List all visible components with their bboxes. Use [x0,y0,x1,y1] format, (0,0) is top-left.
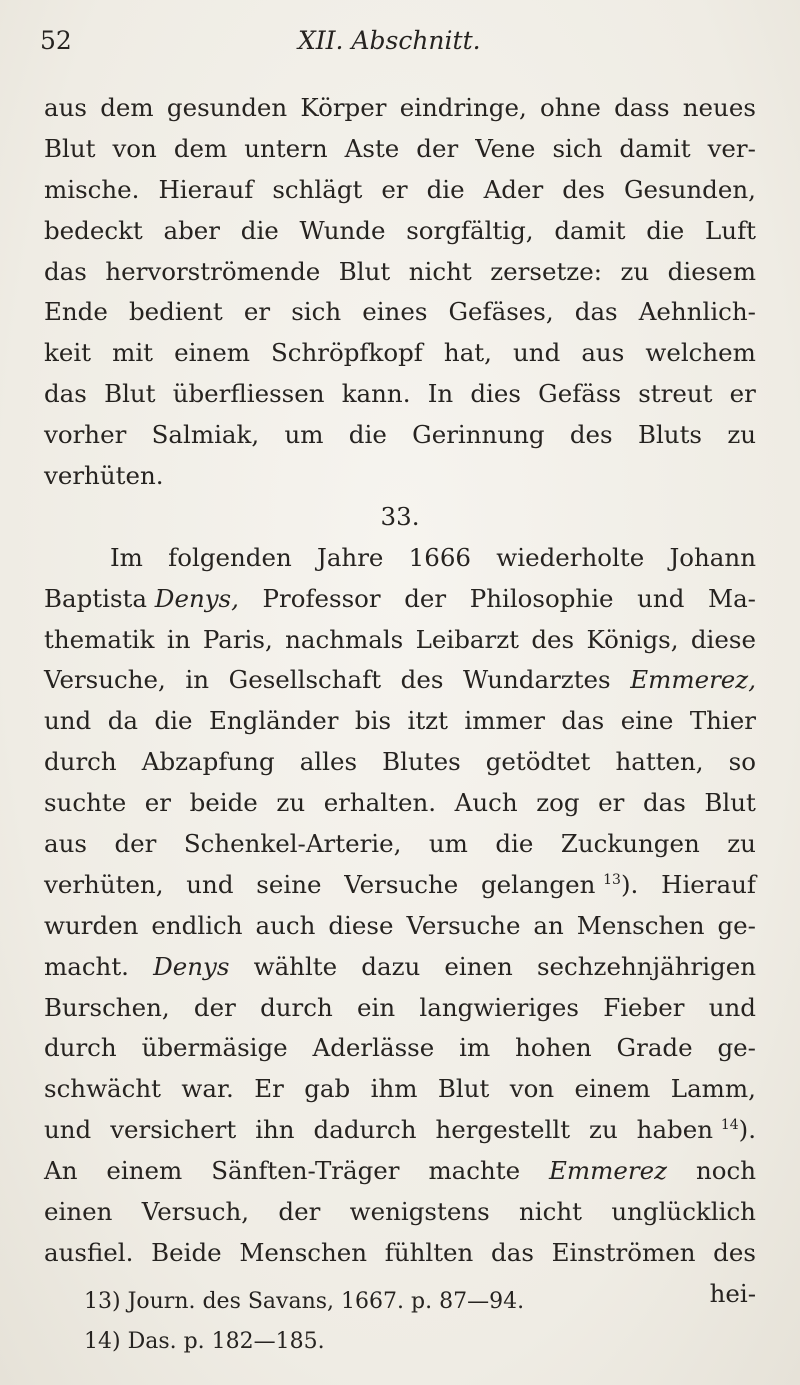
text-line [44,1028,756,1069]
text-line [44,374,756,415]
word: hergestellt [435,1115,571,1145]
word: und [708,992,756,1022]
word: der [416,133,459,163]
word: sich [552,133,603,163]
word: Versuche [406,910,521,940]
word: mit [112,338,154,368]
word: das [561,706,605,736]
word: diese [690,624,756,654]
word: Beide [151,1237,222,1267]
word: Versuche, [44,665,166,695]
word: damit [554,215,626,245]
text-line [44,824,756,865]
text-line [44,988,756,1029]
word: Blut [104,379,156,409]
word: diese [328,910,394,940]
word: 33. [380,501,420,531]
text-line [44,660,756,701]
word: des [713,1237,756,1267]
word: Fieber [603,992,685,1022]
word: im [459,1033,491,1063]
word: Grade [616,1033,693,1063]
word: um [428,829,468,859]
word: gesunden [166,93,288,122]
word: so [728,747,756,777]
word: Salmiak, [151,420,260,450]
word: Aste [344,133,400,163]
word: er [729,379,756,409]
word: Gefäss [538,379,622,409]
word: war. [181,1074,234,1104]
word: hei- [709,1278,756,1308]
word: er [243,297,271,327]
word: eindringe, [399,93,527,122]
word: dem [173,133,228,163]
word: und [44,706,92,736]
word: langwieriges [419,992,579,1022]
word: Gesellschaft [228,665,382,695]
word: seine [256,869,322,899]
word: Burschen, [44,992,170,1022]
text-line [44,415,756,456]
word: zu [727,420,756,450]
word: kann. [341,379,411,409]
word: bis [354,706,392,736]
word: Leibarzt [415,624,519,654]
word: damit [619,133,691,163]
word: in [166,624,191,654]
text-line [44,1233,756,1274]
word: das [44,379,87,409]
word: der [278,1197,321,1227]
word: itzt [407,706,448,736]
name-word: Emmerez [549,1156,668,1186]
section-number [44,497,756,538]
word: Schenkel-Arterie, [183,829,402,859]
text-line [44,1110,756,1151]
word: Sänften-Träger [211,1156,400,1186]
word: die [495,829,534,859]
word: des [531,624,575,654]
word: durch [260,992,333,1022]
word: wiederholte [496,542,645,572]
word: haben $^{14}$). [636,1115,756,1145]
word: erhalten. [323,788,437,818]
word: Bluts [637,420,702,450]
word: schlägt [272,174,363,204]
text-line [44,252,756,293]
word: durch [44,1033,117,1063]
word: Baptista Denys, [44,579,239,620]
word: um [284,420,324,450]
word: ausfiel. [44,1237,134,1267]
word: Wundarztes [463,665,611,695]
word: das [44,256,87,286]
word: thematik [44,624,155,654]
text-line [44,947,756,988]
word: ein [357,992,396,1022]
word: nicht [408,256,472,286]
word: das [491,1237,534,1267]
word: der [193,992,236,1022]
word: schwächt [44,1074,161,1104]
text-line [44,170,756,211]
word: übermäsige [141,1033,288,1063]
word: dass [614,93,670,122]
word: er [144,788,172,818]
word: das [574,297,618,327]
word: dies [470,379,521,409]
word: hohen [515,1033,592,1063]
word: endlich [151,910,243,940]
word: untern [244,133,328,163]
word: Philosophie [469,583,614,613]
word: dem [100,93,154,122]
word: Ende [44,297,108,327]
word: gab [304,1074,351,1104]
word: fühlten [384,1237,474,1267]
word: des [562,174,605,204]
word: streut [638,379,713,409]
word: ge- [717,1033,756,1063]
text-line [44,742,756,783]
word: wenigstens [349,1197,490,1227]
word: hervorströmende [105,256,321,286]
running-head: XII. Abschnitt. [298,26,481,55]
word: In [427,379,454,409]
word: machte [428,1156,521,1186]
body-text [44,88,756,1315]
word: einen [444,951,513,981]
word: von [509,1074,555,1104]
word: Versuche [344,869,459,899]
word: er [598,788,625,818]
text-line [44,1069,756,1110]
word: überfliessen [172,379,325,409]
footnote-ref-13: 13 [603,871,621,888]
word: Gefäses, [448,297,554,327]
word: nachmals [285,624,404,654]
word: diesem [667,256,756,286]
text-line [44,906,756,947]
word: ohne [540,93,601,122]
word: Hierauf [661,869,756,899]
word: Vene [475,133,536,163]
word: das [642,788,686,818]
word: der [404,583,447,613]
word: sorgfältig, [406,215,534,245]
word: die [348,420,387,450]
word: beide [189,788,258,818]
word: 1666 [408,542,472,572]
word: Wunde [299,215,386,245]
word: Hierauf [158,174,254,204]
word: Thier [689,706,756,736]
word: folgenden [168,542,292,572]
word: keit [44,338,92,368]
word: auch [255,910,316,940]
word: versichert [110,1115,237,1145]
word: Ma- [707,583,756,613]
text-line [44,1151,756,1192]
word: Menschen [576,910,705,940]
word: dazu [361,951,421,981]
word: zu [620,256,650,286]
word: bedeckt [44,215,143,245]
word: Blut [44,133,96,163]
word: Einströmen [551,1237,696,1267]
word: Zuckungen [560,829,700,859]
word: Königs, [586,624,679,654]
footnote-14: 14) Das. p. 182—185. [84,1329,325,1354]
word: Auch [454,788,518,818]
word: an [533,910,564,940]
word: hatten, [615,747,704,777]
word: ihm [370,1074,418,1104]
word: zu [276,788,306,818]
text-line [44,538,756,579]
word: Blut [704,788,756,818]
word: Blutes [382,747,461,777]
word: welchem [645,338,756,368]
word: und [513,338,561,368]
word: dadurch [313,1115,417,1145]
footnote-13: 13) Journ. des Savans, 1667. p. 87—94. [84,1289,525,1314]
word: ge- [717,910,756,940]
word: Im [110,542,143,572]
word: neues [682,93,756,122]
word: Ader [483,174,544,204]
word: wählte [253,951,338,981]
word: ver- [707,133,756,163]
word: immer [464,706,545,736]
word: Er [254,1074,284,1104]
word: getödtet [485,747,591,777]
word: Gerinnung [412,420,545,450]
word: einem [174,338,250,368]
word: Blut [338,256,391,286]
word: Luft [705,215,756,245]
word: Johann [669,542,756,572]
word: Lamm, [670,1074,756,1104]
page-number: 52 [40,26,72,55]
word: nicht [519,1197,582,1227]
word: aus [581,338,625,368]
word: Blut [437,1074,490,1104]
word: vorher [44,420,127,450]
text-line [44,333,756,374]
word: Gesunden, [623,174,756,204]
word: hat, [443,338,492,368]
word: einem [574,1074,651,1104]
word: die [426,174,465,204]
word: aus [44,93,87,122]
word: wurden [44,910,139,940]
name-word: Emmerez, [630,665,756,695]
word: Jahre [317,542,384,572]
word: verhüten. [44,461,164,491]
word: bedient [128,297,223,327]
word: Engländer [208,706,339,736]
text-line [44,211,756,252]
word: ihn [255,1115,295,1145]
word: An [44,1156,78,1186]
text-line [44,620,756,661]
word: sechzehnjährigen [536,951,756,981]
word: die [154,706,193,736]
word: Abzapfung [141,747,275,777]
text-line [44,701,756,742]
text-line [44,456,756,497]
word: zog [536,788,580,818]
word: von [112,133,157,163]
word: einen [44,1197,113,1227]
word: Versuch, [141,1197,250,1227]
word: aber [163,215,221,245]
footnotes [84,1282,684,1362]
word: aus [44,829,87,859]
word: Schröpfkopf [271,338,423,368]
text-line [44,865,756,906]
word: Aehnlich- [638,297,756,327]
word: Aderlässe [312,1033,435,1063]
word: einem [106,1156,183,1186]
word: da [107,706,139,736]
word: die [240,215,279,245]
word: die [646,215,685,245]
word: suchte [44,788,127,818]
word: Körper [300,93,387,122]
word: Paris, [202,624,273,654]
word: Professor [262,583,381,613]
word: Menschen [239,1237,368,1267]
word: mische. [44,174,140,204]
text-line [44,88,756,129]
name-word: Denys, [154,583,239,613]
name-word: Denys [153,951,230,981]
text-line [44,783,756,824]
text-line [44,129,756,170]
text-line [44,579,756,620]
text-line [44,292,756,333]
word: in [185,665,210,695]
word: alles [299,747,358,777]
word: macht. [44,951,129,981]
word: zu [589,1115,618,1145]
word: eines [362,297,428,327]
word: des [400,665,444,695]
word: durch [44,747,117,777]
word: gelangen $^{13}$). [480,869,639,899]
word: der [114,829,157,859]
word: zu [727,829,756,859]
word: noch [695,1156,756,1186]
word: des [569,420,613,450]
word: verhüten, [44,869,164,899]
page-header [40,26,760,66]
word: und [637,583,685,613]
word: unglücklich [611,1197,756,1227]
footnote-ref-14: 14 [720,1117,739,1134]
word: sich [291,297,342,327]
word: er [381,174,408,204]
text-line [44,1192,756,1233]
word: und [186,869,234,899]
word: zersetze: [490,256,602,286]
word: eine [620,706,674,736]
word: und [44,1115,92,1145]
